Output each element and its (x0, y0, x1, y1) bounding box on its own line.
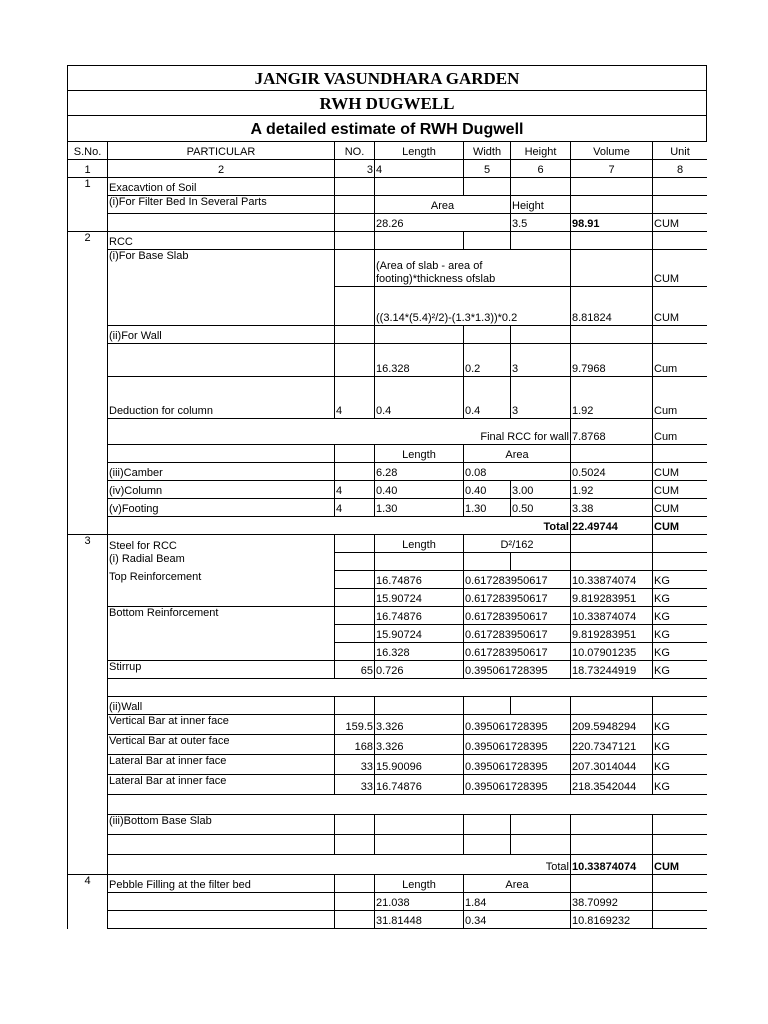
s1-height-label: Height (511, 196, 571, 214)
s4-length: 31.81448 (375, 911, 464, 929)
s2-formula-calc: ((3.14*(5.4)²/2)-(1.3*1.3))*0.2 (375, 287, 571, 326)
s2-camber-volume: 0.5024 (571, 463, 653, 481)
s3-factor: 0.617283950617 (464, 589, 571, 607)
s3-no: 168 (335, 735, 375, 755)
s3-volume: 220.7347121 (571, 735, 653, 755)
s3-lat1-row (68, 755, 708, 775)
s4-row-2 (68, 911, 708, 929)
work-title: RWH DUGWELL (67, 90, 707, 116)
s2-foot-unit: CUM (653, 499, 708, 517)
s3-top-row-1 (68, 571, 708, 589)
s3-volume: 10.07901235 (571, 643, 653, 661)
s2-col-no: 4 (335, 481, 375, 499)
s3-radial: (i) Radial Beam (108, 553, 335, 571)
s3-unit: KG (653, 735, 708, 755)
s3-length: 3.326 (375, 715, 464, 735)
s3-no: 33 (335, 775, 375, 795)
s3-volume: 209.5948294 (571, 715, 653, 735)
s3-length: 15.90096 (375, 755, 464, 775)
s3-factor: 0.395061728395 (464, 661, 571, 679)
s3-factor: 0.617283950617 (464, 607, 571, 625)
s1-value-row (68, 214, 708, 232)
s2-final-label: Final RCC for wall (108, 419, 571, 445)
s3-factor: 0.395061728395 (464, 755, 571, 775)
s3-top-row-2 (68, 589, 708, 607)
s2-camber-row (68, 463, 708, 481)
s4-title-row (68, 875, 708, 893)
s3-factor: 0.395061728395 (464, 715, 571, 735)
s2-formula-calc-row (68, 287, 708, 326)
s3-d2-label: D²/162 (464, 535, 571, 553)
s2-deduction-row (68, 377, 708, 419)
s2-length-label: Length (375, 445, 464, 463)
s3-volume: 218.3542044 (571, 775, 653, 795)
s2-foot-height: 0.50 (511, 499, 571, 517)
s3-bottom-row-3 (68, 643, 708, 661)
s1-unit: CUM (653, 214, 708, 232)
s4-length: 21.038 (375, 893, 464, 911)
s2-base-slab: (i)For Base Slab (108, 250, 335, 287)
s3-vin: Vertical Bar at inner face (108, 715, 335, 735)
s3-length: 16.74876 (375, 607, 464, 625)
s2-ded-width: 0.4 (464, 377, 511, 419)
s3-length: 3.326 (375, 735, 464, 755)
s3-length-label: Length (375, 535, 464, 553)
col-height: Height (511, 142, 571, 160)
estimate-sheet (67, 65, 707, 955)
s3-bottom: Bottom Reinforcement (108, 607, 335, 625)
s1-area: 28.26 (375, 214, 511, 232)
s3-lat2-row (68, 775, 708, 795)
s3-unit: KG (653, 715, 708, 735)
s1-area-label: Area (375, 196, 511, 214)
col-width: Width (464, 142, 511, 160)
s1-header-row (68, 196, 708, 214)
s4-row-1 (68, 893, 708, 911)
s3-sno: 3 (68, 535, 108, 553)
s2-ded-no: 4 (335, 377, 375, 419)
s2-wall-width: 0.2 (464, 344, 511, 377)
s3-unit: KG (653, 755, 708, 775)
s2-foot-length: 1.30 (375, 499, 464, 517)
s2-ded-length: 0.4 (375, 377, 464, 419)
s2-formula-text: (Area of slab - area of footing)*thickness ofslab (375, 250, 571, 287)
s2-camber-length: 6.28 (375, 463, 464, 481)
s4-area: 0.34 (464, 911, 571, 929)
estimate-table (67, 141, 707, 929)
s2-subheader-row (68, 445, 708, 463)
col-no: NO. (335, 142, 375, 160)
s2-column-row (68, 481, 708, 499)
col-num-2: 2 (108, 160, 335, 178)
s3-blank-row-2 (68, 795, 708, 815)
col-volume: Volume (571, 142, 653, 160)
s3-volume: 9.819283951 (571, 589, 653, 607)
s3-volume: 18.73244919 (571, 661, 653, 679)
s1-sno: 1 (68, 178, 108, 196)
col-sno: S.No. (68, 142, 108, 160)
s2-base-volume: 8.81824 (571, 287, 653, 326)
s3-length: 16.74876 (375, 775, 464, 795)
s2-wall: (ii)For Wall (108, 326, 335, 344)
s3-factor: 0.617283950617 (464, 625, 571, 643)
s3-wall-title-row (68, 697, 708, 715)
s3-lat2: Lateral Bar at inner face (108, 775, 335, 795)
s3-total-row (68, 855, 708, 875)
s1-title: Exacavtion of Soil (108, 178, 335, 196)
s2-wall-height: 3 (511, 344, 571, 377)
s3-vout-row (68, 735, 708, 755)
column-header-row (68, 142, 708, 160)
s3-total-label: Total (108, 855, 571, 875)
s2-wall-row (68, 344, 708, 377)
s3-volume: 207.3014044 (571, 755, 653, 775)
s2-camber: (iii)Camber (108, 463, 335, 481)
s2-final-volume: 7.8768 (571, 419, 653, 445)
s2-sno: 2 (68, 232, 108, 250)
s2-wall-length: 16.328 (375, 344, 464, 377)
s4-sno: 4 (68, 875, 108, 893)
s3-unit: KG (653, 571, 708, 589)
s4-length-label: Length (375, 875, 464, 893)
s2-col-volume: 1.92 (571, 481, 653, 499)
s2-camber-unit: CUM (653, 463, 708, 481)
col-unit: Unit (653, 142, 708, 160)
s2-title-row (68, 232, 708, 250)
s1-volume: 98.91 (571, 214, 653, 232)
s3-unit: KG (653, 625, 708, 643)
s2-wall-unit: Cum (653, 344, 708, 377)
s3-total-unit: CUM (653, 855, 708, 875)
s2-col-width: 0.40 (464, 481, 511, 499)
s2-area-label: Area (464, 445, 571, 463)
s3-factor: 0.395061728395 (464, 775, 571, 795)
s3-factor: 0.617283950617 (464, 643, 571, 661)
s3-blank-row (68, 679, 708, 697)
s3-length: 0.726 (375, 661, 464, 679)
s3-top: Top Reinforcement (108, 571, 335, 589)
col-num-4: 4 (375, 160, 464, 178)
s4-volume: 10.8169232 (571, 911, 653, 929)
s2-total-unit: CUM (653, 517, 708, 535)
column-number-row (68, 160, 708, 178)
s3-stirrup: Stirrup (108, 661, 335, 679)
col-num-1: 1 (68, 160, 108, 178)
s2-column: (iv)Column (108, 481, 335, 499)
s3-base: (iii)Bottom Base Slab (108, 815, 335, 835)
s3-no: 65 (335, 661, 375, 679)
s2-title: RCC (108, 232, 335, 250)
s3-unit: KG (653, 775, 708, 795)
col-length: Length (375, 142, 464, 160)
s2-formula-unit: CUM (653, 250, 708, 287)
s3-stirrup-row (68, 661, 708, 679)
s2-ded-unit: Cum (653, 377, 708, 419)
s3-vout: Vertical Bar at outer face (108, 735, 335, 755)
s4-area: 1.84 (464, 893, 571, 911)
s3-bottom-row-1 (68, 607, 708, 625)
col-num-7: 7 (571, 160, 653, 178)
s2-foot-no: 4 (335, 499, 375, 517)
s3-title: Steel for RCC (108, 535, 335, 553)
s3-base-row (68, 815, 708, 835)
s4-title: Pebble Filling at the filter bed (108, 875, 335, 893)
s2-final-row (68, 419, 708, 445)
s2-foot-volume: 3.38 (571, 499, 653, 517)
s3-length: 16.74876 (375, 571, 464, 589)
s2-formula-row (68, 250, 708, 287)
s3-unit: KG (653, 607, 708, 625)
s4-volume: 38.70992 (571, 893, 653, 911)
s3-bottom-row-2 (68, 625, 708, 643)
s2-col-height: 3.00 (511, 481, 571, 499)
col-particular: PARTICULAR (108, 142, 335, 160)
s3-no: 33 (335, 755, 375, 775)
s2-col-unit: CUM (653, 481, 708, 499)
s3-radial-row (68, 553, 708, 571)
s3-factor: 0.395061728395 (464, 735, 571, 755)
col-num-5: 5 (464, 160, 511, 178)
s3-volume: 9.819283951 (571, 625, 653, 643)
s3-total: 10.33874074 (571, 855, 653, 875)
s2-wall-volume: 9.7968 (571, 344, 653, 377)
s2-total-label: Total (108, 517, 571, 535)
s3-unit: KG (653, 661, 708, 679)
s1-title-row (68, 178, 708, 196)
s3-length: 15.90724 (375, 589, 464, 607)
s2-footing-row (68, 499, 708, 517)
s2-ded-height: 3 (511, 377, 571, 419)
s2-col-length: 0.40 (375, 481, 464, 499)
s2-base-unit: CUM (653, 287, 708, 326)
col-num-3: 3 (335, 160, 375, 178)
s3-unit: KG (653, 589, 708, 607)
s3-wall: (ii)Wall (108, 697, 335, 715)
estimate-subtitle: A detailed estimate of RWH Dugwell (67, 115, 707, 142)
s3-length: 16.328 (375, 643, 464, 661)
s2-final-unit: Cum (653, 419, 708, 445)
s2-ded-volume: 1.92 (571, 377, 653, 419)
s2-camber-area: 0.08 (464, 463, 571, 481)
s3-factor: 0.617283950617 (464, 571, 571, 589)
s2-wall-title-row (68, 326, 708, 344)
s3-vin-row (68, 715, 708, 735)
s2-footing: (v)Footing (108, 499, 335, 517)
s2-total: 22.49744 (571, 517, 653, 535)
s2-total-row (68, 517, 708, 535)
col-num-8: 8 (653, 160, 708, 178)
s3-length: 15.90724 (375, 625, 464, 643)
s3-base-blank-row (68, 835, 708, 855)
s3-lat1: Lateral Bar at inner face (108, 755, 335, 775)
s3-volume: 10.33874074 (571, 607, 653, 625)
s3-unit: KG (653, 643, 708, 661)
s3-volume: 10.33874074 (571, 571, 653, 589)
col-num-6: 6 (511, 160, 571, 178)
s4-area-label: Area (464, 875, 571, 893)
project-title: JANGIR VASUNDHARA GARDEN (67, 65, 707, 91)
s2-foot-width: 1.30 (464, 499, 511, 517)
s3-title-row (68, 535, 708, 553)
s2-deduction: Deduction for column (108, 377, 335, 419)
s1-height: 3.5 (511, 214, 571, 232)
s1-sub: (i)For Filter Bed In Several Parts (108, 196, 335, 214)
s3-no: 159.5 (335, 715, 375, 735)
